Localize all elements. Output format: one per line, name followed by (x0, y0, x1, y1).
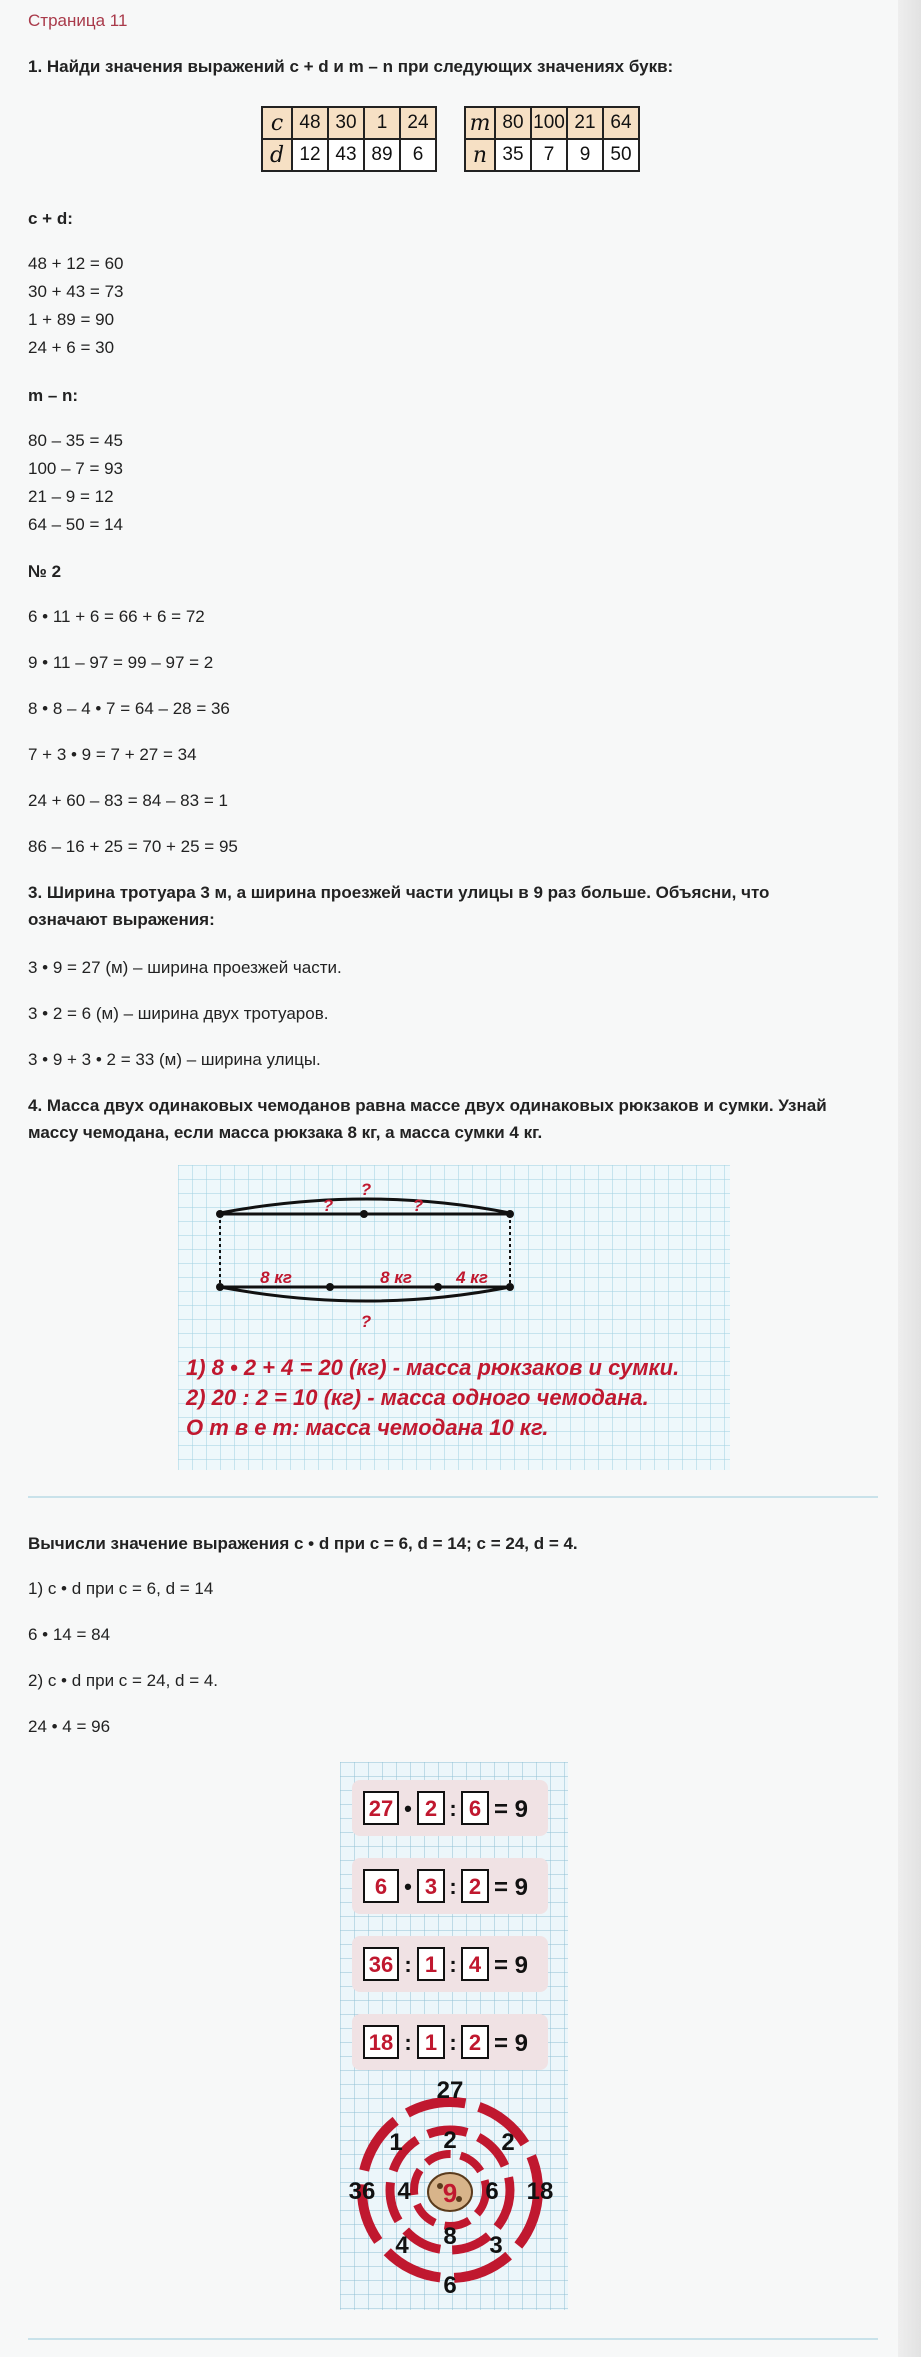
cd-line: 1 + 89 = 90 (28, 310, 115, 329)
task5-line: 6 • 14 = 84 (28, 1625, 111, 1644)
answer-number: 27 (368, 1796, 394, 1821)
target-number: 18 (526, 2178, 554, 2205)
value-cell: 35 (495, 139, 531, 171)
target-number: 1 (389, 2129, 403, 2156)
solution-line: 2) 20 : 2 = 10 (кг) - масса одного чемодана. (186, 1385, 649, 1410)
target-number: 2 (501, 2129, 515, 2156)
variable-cell: d (262, 139, 292, 171)
mn-line: 80 – 35 = 45 (28, 431, 124, 450)
label-backpack-1: 8 кг (260, 1268, 292, 1287)
value-cell: 64 (603, 107, 639, 139)
task2-title: № 2 (28, 562, 62, 581)
value-cell: 9 (567, 139, 603, 171)
table-mn (464, 106, 640, 172)
task4-diagram (178, 1165, 730, 1470)
operator: • (404, 1874, 412, 1899)
target-number: 3 (489, 2232, 503, 2259)
task3-title: 3. Ширина тротуара 3 м, а ширина проезжей части улицы в 9 раз больше. Объясни, что (28, 883, 770, 902)
target-number: 4 (395, 2232, 409, 2259)
target-number: 6 (443, 2272, 457, 2299)
value-cell: 21 (567, 107, 603, 139)
table-cd (261, 106, 437, 172)
answer-number: 1 (424, 1952, 438, 1977)
operator: : (404, 1952, 412, 1977)
task2-line: 24 + 60 – 83 = 84 – 83 = 1 (28, 791, 228, 810)
target-number: 27 (436, 2077, 464, 2104)
answer-number: 1 (424, 2030, 438, 2055)
task1-title: 1. Найди значения выражений c + d и m – n при следующих значениях букв: (28, 57, 674, 76)
question-left: ? (322, 1196, 334, 1215)
answer-number: 2 (424, 1796, 438, 1821)
value-cell: 43 (328, 139, 364, 171)
point (434, 1283, 442, 1291)
mn-line: 100 – 7 = 93 (28, 459, 124, 478)
task4-title-cont: массу чемодана, если масса рюкзака 8 кг, а масса сумки 4 кг. (28, 1123, 543, 1142)
page-header: Страница 11 (28, 11, 128, 30)
mn-line: 21 – 9 = 12 (28, 487, 114, 506)
answer-number: 3 (424, 1874, 438, 1899)
value-cell: 1 (364, 107, 400, 139)
task3-line: 3 • 9 = 27 (м) – ширина проезжей части. (28, 958, 342, 977)
divider (28, 1496, 878, 1498)
table-row (262, 139, 436, 171)
value-cell: 50 (603, 139, 639, 171)
cd-line: 30 + 43 = 73 (28, 282, 124, 301)
question-right: ? (412, 1196, 424, 1215)
variable-cell: c (262, 107, 292, 139)
task5-title: Вычисли значение выражения c • d при c = 6, d = 14; c = 24, d = 4. (28, 1534, 578, 1553)
task5-line: 24 • 4 = 96 (28, 1717, 111, 1736)
result: = 9 (494, 1874, 529, 1901)
point (506, 1283, 514, 1291)
point (326, 1283, 334, 1291)
task5-line: 1) c • d при c = 6, d = 14 (28, 1579, 214, 1598)
cd-line: 48 + 12 = 60 (28, 254, 124, 273)
task2-line: 9 • 11 – 97 = 99 – 97 = 2 (28, 653, 214, 672)
operator: : (449, 2030, 457, 2055)
task2-line: 86 – 16 + 25 = 70 + 25 = 95 (28, 837, 238, 856)
answer-number: 36 (368, 1952, 394, 1977)
target-number: 4 (397, 2178, 411, 2205)
answer-number: 4 (468, 1952, 482, 1977)
target-center: 9 (442, 2178, 458, 2208)
point (360, 1210, 368, 1218)
task3-line: 3 • 9 + 3 • 2 = 33 (м) – ширина улицы. (28, 1050, 321, 1069)
operator: • (404, 1796, 412, 1821)
task3-title-cont: означают выражения: (28, 910, 215, 929)
target-number: 8 (443, 2223, 457, 2250)
result: = 9 (494, 2030, 529, 2057)
mn-label: m – n: (28, 386, 79, 405)
value-cell: 7 (531, 139, 567, 171)
table-row (465, 107, 639, 139)
value-cell: 80 (495, 107, 531, 139)
table-row (465, 139, 639, 171)
variable-cell: m (465, 107, 495, 139)
table-row (262, 107, 436, 139)
answer-number: 2 (468, 2030, 482, 2055)
value-cell: 6 (400, 139, 436, 171)
operator: : (449, 1874, 457, 1899)
answer-number: 18 (368, 2030, 394, 2055)
target-number: 36 (348, 2178, 376, 2205)
value-cell: 100 (531, 107, 567, 139)
cd-line: 24 + 6 = 30 (28, 338, 115, 357)
task4-title: 4. Масса двух одинаковых чемоданов равна массе двух одинаковых рюкзаков и сумки. Узнай (28, 1096, 827, 1115)
answer-number: 2 (468, 1874, 482, 1899)
cd-label: c + d: (28, 209, 73, 228)
solution-line: 1) 8 • 2 + 4 = 20 (кг) - масса рюкзаков и сумки. (186, 1355, 680, 1380)
value-cell: 89 (364, 139, 400, 171)
scrollbar-strip (898, 0, 921, 2357)
value-cell: 24 (400, 107, 436, 139)
solution-answer: О т в е т: масса чемодана 10 кг. (186, 1415, 549, 1440)
value-cell: 30 (328, 107, 364, 139)
value-cell: 12 (292, 139, 328, 171)
result: = 9 (494, 1952, 529, 1979)
task5-line: 2) c • d при c = 24, d = 4. (28, 1671, 219, 1690)
result: = 9 (494, 1796, 529, 1823)
variable-cell: n (465, 139, 495, 171)
puzzle-image (340, 1762, 568, 2310)
answer-number: 6 (374, 1874, 388, 1899)
target-number: 2 (443, 2127, 457, 2154)
value-cell: 48 (292, 107, 328, 139)
divider (28, 2338, 878, 2340)
operator: : (449, 1796, 457, 1821)
question-bottom: ? (360, 1312, 372, 1331)
target-number: 6 (485, 2178, 499, 2205)
task3-line: 3 • 2 = 6 (м) – ширина двух тротуаров. (28, 1004, 329, 1023)
mn-line: 64 – 50 = 14 (28, 515, 124, 534)
answer-number: 6 (468, 1796, 482, 1821)
operator: : (404, 2030, 412, 2055)
point (216, 1283, 224, 1291)
task2-line: 6 • 11 + 6 = 66 + 6 = 72 (28, 607, 205, 626)
label-bag: 4 кг (456, 1268, 488, 1287)
task2-line: 7 + 3 • 9 = 7 + 27 = 34 (28, 745, 197, 764)
task2-line: 8 • 8 – 4 • 7 = 64 – 28 = 36 (28, 699, 230, 718)
question-top: ? (360, 1180, 372, 1199)
operator: : (449, 1952, 457, 1977)
label-backpack-2: 8 кг (380, 1268, 412, 1287)
